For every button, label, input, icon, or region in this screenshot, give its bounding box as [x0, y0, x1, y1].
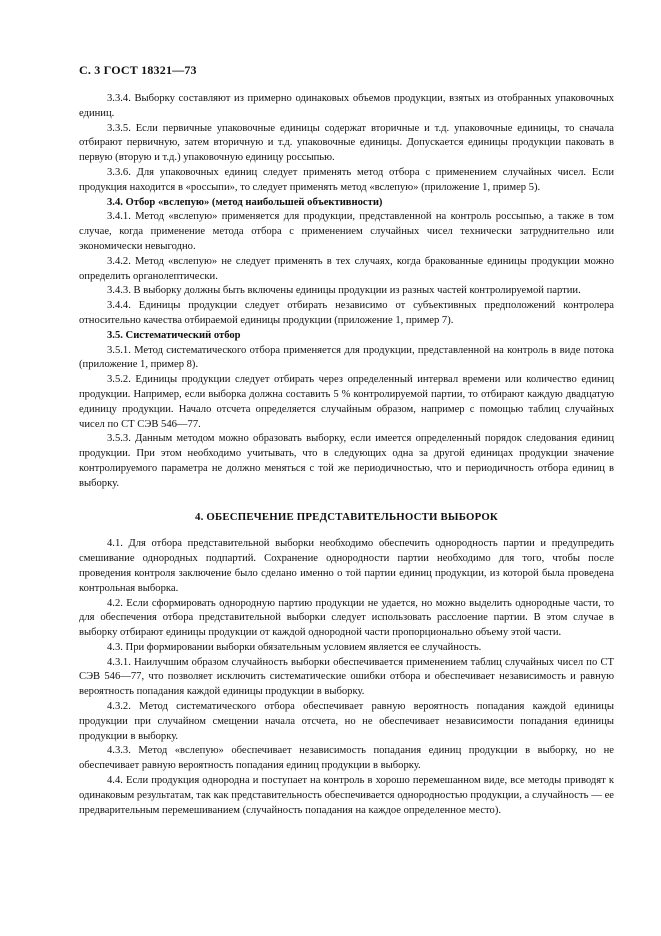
- paragraph-3-5-2: 3.5.2. Единицы продукции следует отбирать через определенный интервал времени или количество единиц продукции. Например, если выборка должна составить 5 % контролируемой партии, то отбирают каждую двадцатую единицу продукции. Начало отсчета определяется случайным образом, например с помощью таблиц случайных чисел по СТ СЭВ 546—77.: [79, 374, 614, 430]
- paragraph-4-3-2: 4.3.2. Метод систематического отбора обеспечивает равную вероятность попадания каждой единицы продукции при случайном смещении начала отсчета, но не обеспечивает независимости попадания единицы продукции в выборку.: [79, 701, 614, 742]
- paragraph-3-5-1: 3.5.1. Метод систематического отбора применяется для продукции, представленной на контроль в виде потока (приложение 1, пример 8).: [79, 344, 614, 371]
- paragraph-3-3-6: 3.3.6. Для упаковочных единиц следует применять метод отбора с применением случайных чисел. Если продукция находится в «россыпи», то следует применять метод «вслепую» (приложение 1, пример 5).: [79, 166, 614, 193]
- paragraph-3-4-1: 3.4.1. Метод «вслепую» применяется для продукции, представленной на контроль россыпью, а также в том случае, когда применение метода отбора с применением случайных чисел технически затруднительно или экономически невыгодно.: [79, 211, 614, 252]
- subheading-3-5: 3.5. Систематический отбор: [107, 329, 241, 341]
- paragraph-4-3-3: 4.3.3. Метод «вслепую» обеспечивает независимость попадания единиц продукции в выборку, но не обеспечивает равную вероятность попадания единиц продукции в выборку.: [79, 745, 614, 772]
- section-4-title: 4. ОБЕСПЕЧЕНИЕ ПРЕДСТАВИТЕЛЬНОСТИ ВЫБОРОК: [195, 510, 498, 523]
- paragraph-4-1: 4.1. Для отбора представительной выборки необходимо обеспечить однородность партии и предупредить смешивание однородных подпартий. Сохранение однородности партии необходимо для того, чтобы после проведения контроля заключение было сделано именно о той партии единиц продукции, из которой была проведена контрольная выборка.: [79, 538, 614, 594]
- paragraph-3-4-3: 3.4.3. В выборку должны быть включены единицы продукции из разных частей контролируемой партии.: [107, 285, 581, 297]
- document-body: [79, 92, 614, 818]
- subheading-3-4: 3.4. Отбор «вслепую» (метод наибольшей объективности): [107, 196, 383, 208]
- paragraph-3-3-5: 3.3.5. Если первичные упаковочные единицы содержат вторичные и т.д. упаковочные единицы, то сначала отбирают первичную, затем вторичную и т.д. упаковочные единицы. Допускается единицы продукции паковать в первую (вторую и т.д.) упаковочную единицу россыпью.: [79, 122, 614, 164]
- paragraph-3-4-4: 3.4.4. Единицы продукции следует отбирать независимо от субъективных предположений контролера относительно качества отбираемой единицы продукции (приложение 1, пример 7).: [79, 300, 614, 326]
- paragraph-4-3-1: 4.3.1. Наилучшим образом случайность выборки обеспечивается применением таблиц случайных чисел по СТ СЭВ 546—77, что позволяет исключить систематические ошибки отбора и обеспечивает независимость и равную вероятность попадания каждой единицы продукции в выборку.: [79, 656, 614, 698]
- paragraph-3-3-4: 3.3.4. Выборку составляют из примерно одинаковых объемов продукции, взятых из отобранных упаковочных единиц.: [79, 93, 614, 119]
- page-header: С. 3 ГОСТ 18321—73: [79, 63, 197, 77]
- paragraph-4-3: 4.3. При формировании выборки обязательным условием является ее случайность.: [107, 641, 482, 653]
- paragraph-3-5-3: 3.5.3. Данным методом можно образовать выборку, если имеется определенный порядок следования единиц продукции. При этом необходимо учитывать, что в следующих одна за другой единицах продукции значение контролируемого параметра не должно меняться с той же периодичностью, что и периодичность отбора единиц в выборку.: [79, 433, 614, 489]
- paragraph-3-4-2: 3.4.2. Метод «вслепую» не следует применять в тех случаях, когда бракованные единицы продукции можно определить органолептически.: [79, 255, 614, 282]
- paragraph-4-2: 4.2. Если сформировать однородную партию продукции не удается, но можно выделить однородные части, то для обеспечения отбора представительной выборки следует использовать расслоение партии. В этом случае в выборку отбирают единицы продукции от каждой однородной части пропорционально объему этой части.: [79, 597, 614, 639]
- paragraph-4-4: 4.4. Если продукция однородна и поступает на контроль в хорошо перемешанном виде, все методы приводят к одинаковым результатам, так как представительность обеспечивается однородностью продукции, а случайность — ее предварительным перемешиванием (случайность попадания на каждое определенное место).: [79, 775, 614, 816]
